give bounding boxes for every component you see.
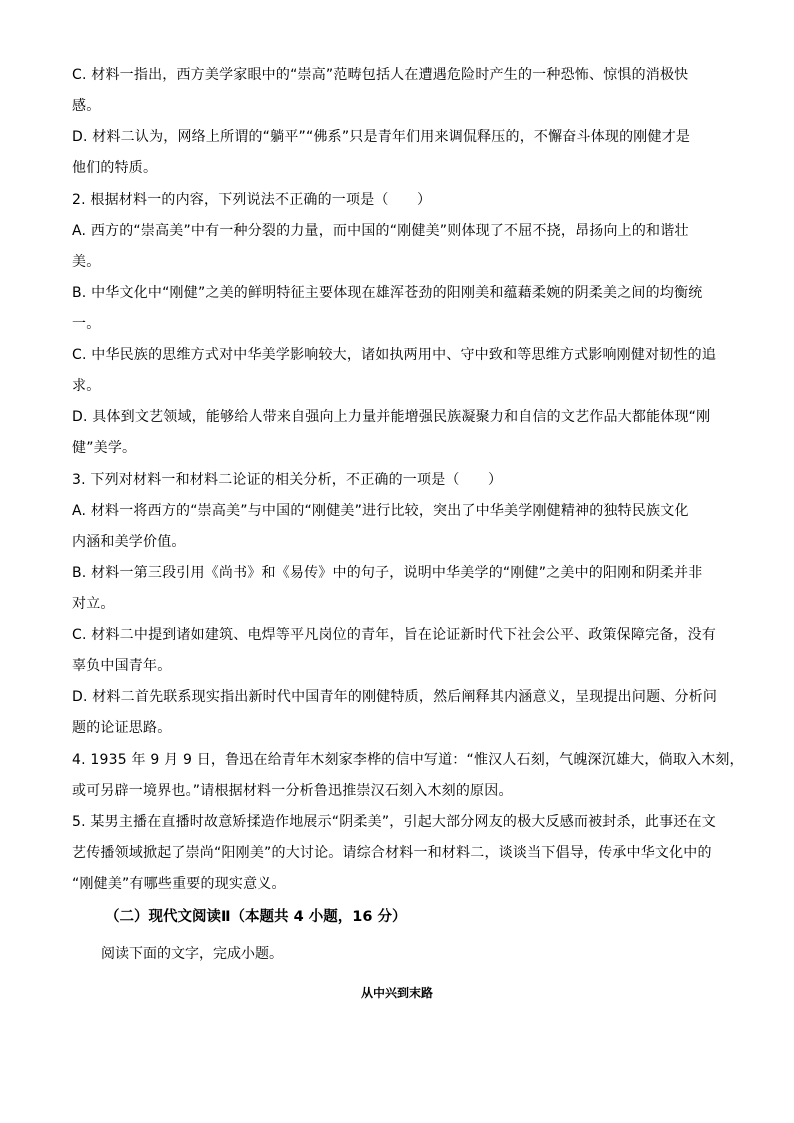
text-line: A. 西方的“崇高美”中有一种分裂的力量，而中国的“刚健美”则体现了不屈不挠，昂扬向上的和谐壮 [72, 223, 689, 239]
text-line: 求。 [72, 378, 101, 394]
text-line: C. 材料一指出，西方美学家眼中的“崇高”范畴包括人在遭遇危险时产生的一种恐怖、惊惧的消极快 [72, 67, 689, 83]
text-line: “刚健美”有哪些重要的现实意义。 [72, 876, 286, 892]
text-line: B. 中华文化中“刚健”之美的鲜明特征主要体现在雄浑苍劲的阳刚美和蕴藉柔婉的阴柔美之间的均衡统 [72, 285, 703, 301]
question-3-stem: 3. 下列对材料一和材料二论证的相关分析，不正确的一项是（ ） [72, 472, 503, 488]
question-5-stem: 5. 某男主播在直播时故意矫揉造作地展示“阴柔美”，引起大部分网友的极大反感而被封杀，此事还在文 [72, 814, 716, 830]
text-line: 对立。 [72, 596, 115, 612]
question-4-stem: 4. 1935 年 9 月 9 日，鲁迅在给青年木刻家李桦的信中写道：“惟汉人石刻，气魄深沉雄大，倘取入木刻， [72, 752, 744, 768]
text-line: B. 材料一第三段引用《尚书》和《易传》中的句子，说明中华美学的“刚健”之美中的阳刚和阴柔并非 [72, 565, 703, 581]
text-line: 或可另辟一境界也。”请根据材料一分析鲁迅推崇汉石刻入木刻的原因。 [72, 783, 513, 799]
article-title: 从中兴到末路 [360, 986, 433, 1000]
text-line: 艺传播领域掀起了崇尚“阳刚美”的大讨论。请综合材料一和材料二，谈谈当下倡导，传承中华文化中的 [72, 845, 712, 861]
text-line: C. 中华民族的思维方式对中华美学影响较大，诸如执两用中、守中致和等思维方式影响刚健对韧性的追 [72, 347, 717, 363]
text-line: A. 材料一将西方的“崇高美”与中国的“刚健美”进行比较，突出了中华美学刚健精神的独特民族文化 [72, 503, 689, 519]
text-line: 一。 [72, 316, 101, 332]
text-line: C. 材料二中提到诸如建筑、电焊等平凡岗位的青年，旨在论证新时代下社会公平、政策保障完备，没有 [72, 627, 717, 643]
text-line: 内涵和美学价值。 [72, 534, 186, 550]
question-2-stem: 2. 根据材料一的内容，下列说法不正确的一项是（ ） [72, 192, 432, 208]
text-line: 美。 [72, 254, 101, 270]
text-line: 他们的特质。 [72, 160, 158, 176]
text-line: D. 材料二认为，网络上所谓的“躺平”“佛系”只是青年们用来调侃释压的，不懈奋斗体现的刚健才是 [72, 129, 691, 145]
text-line: D. 材料二首先联系现实指出新时代中国青年的刚健特质，然后阐释其内涵意义，呈现提出问题、分析问 [72, 689, 718, 705]
section-heading: （二）现代文阅读Ⅱ（本题共 4 小题，16 分） [105, 909, 407, 925]
text-line: 辜负中国青年。 [72, 658, 172, 674]
text-line: 健”美学。 [72, 440, 137, 456]
instruction-text: 阅读下面的文字，完成小题。 [101, 946, 283, 962]
text-line: D. 具体到文艺领域，能够给人带来自强向上力量并能增强民族凝聚力和自信的文艺作品大都能体现“刚 [72, 409, 711, 425]
text-line: 感。 [72, 98, 101, 114]
text-line: 题的论证思路。 [72, 720, 172, 736]
